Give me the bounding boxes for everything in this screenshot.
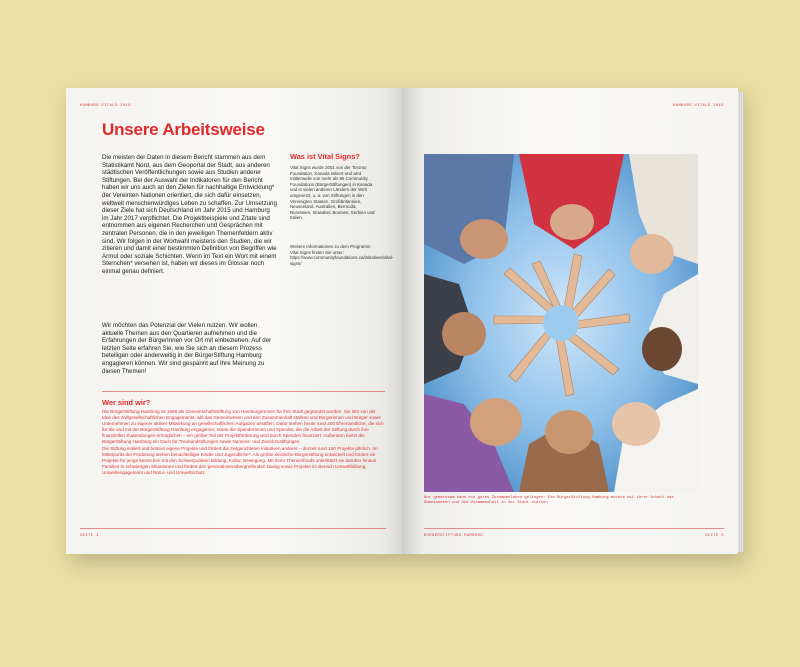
wer-sind-wir-paragraph-2: Die Stiftung initiiert und betreut eigene Projekte und fördert die zielgerichteten Initiativen anderer – derzeit rund 150 Projekte jährlich. Im Mittelpunkt der Förderung stehen benachteiligte Kinder und Jugendliche*. Als größte deutsche Bürgerstiftung entwickelt und fördert sie Projekte für junge Menschen mit den Schwerpunkten Bildung, Kultur, Bewegung. Mit ihren Themenfonds unterstützt sie darüber hinaus Familien in schwierigen Situationen und fördert den generationenübergreifenden Dialog sowie Projekte im Bereich Umweltbildung, Umweltengagement und Natur- und Umweltschutz.	[102, 445, 378, 475]
footer-rule-right	[424, 528, 724, 529]
footer-organisation: BÜRGERSTIFTUNG HAMBURG	[424, 534, 483, 538]
sky-center	[543, 305, 579, 341]
section-divider	[102, 391, 385, 392]
group-photo-illustration	[424, 154, 698, 492]
sidebar-heading: Was ist Vital Signs?	[290, 152, 360, 161]
page-number-right: SEITE 5	[705, 534, 724, 538]
group-photo	[424, 154, 698, 492]
running-head-right: HAMBURG VITALS 2019	[673, 104, 724, 108]
wer-sind-wir-text	[102, 409, 385, 476]
intro-paragraph-1: Die meisten der Daten in diesem Bericht stammen aus dem Statistikamt Nord, aus dem Geoportal der Stadt, aus anderen städtischen Veröffentlichungen sowie aus Studien anderer Stiftungen. Bei der Auswahl der Indikatoren für den Bericht haben wir uns auch an den Zielen für nachhaltige Entwicklung* der Vereinten Nationen orientiert, die sich dafür einsetzen, weltweit menschenwürdiges Leben zu schaffen. Zur Umsetzung dieser Ziele hat sich Deutschland im Jahr 2015 und Hamburg im Jahr 2017 verpflichtet. Die Projektbeispiele und Zitate sind entnommen aus eigenen Recherchen und Gesprächen mit zentralen Personen, die in den jeweiligen Themenfeldern aktiv sind. Wir folgen in der Wortwahl meistens den Studien, die wir zitieren und damit einer bestimmten Definition von Begriffen wie Armut oder soziale Schichten. Wenn im Text ein Wort mit einem Sternchen* versehen ist, haben wir dieses im Glossar noch einmal genau definiert.	[102, 154, 277, 275]
page-number-left: SEITE 4	[80, 534, 99, 538]
brochure-spread	[66, 88, 738, 554]
photo-caption: Nur gemeinsam kann ein gutes Zusammenleben gelingen: Die BürgerStiftung Hamburg möchte mit ihrer Arbeit das Gemeinwesen und den Zusammenhalt in der Stadt stärken	[424, 496, 674, 506]
left-page	[66, 88, 402, 554]
wer-sind-wir-heading: Wer sind wir?	[102, 398, 151, 407]
running-head-left: HAMBURG VITALS 2019	[80, 104, 131, 108]
footer-rule-left	[80, 528, 386, 529]
page-title: Unsere Arbeitsweise	[102, 120, 265, 139]
intro-paragraph-2: Wir möchten das Potenzial der Vielen nutzen. Wir wollen aktuelle Themen aus den Quartieren aufnehmen und die Erfahrungen der BürgerInnen vor Ort mit einbeziehen. Auf der letzten Seite erfahren Sie, wie Sie sich an diesem Prozess beteiligen oder anderweitig in der BürgerStiftung Hamburg engagieren können. Wir sind gespannt auf Ihre Meinung zu diesen Themen!	[102, 322, 272, 375]
sidebar-paragraph-2: Weitere Informationen zu dem Programm Vital Signs finden Sie unter: https://www.communityfoundations.ca/initiatives/vital-signs/	[290, 244, 394, 266]
page-edges	[738, 92, 744, 552]
sidebar-paragraph-1: Vital Signs wurde 2001 von der Toronto Foundation, Kanada initiiert und wird mittlerweile von mehr als 85 Community Foundations (BürgerStiftungen) in Kanada und in vielen anderen Ländern der Welt umgesetzt, u. a. von Stiftungen in den Vereinigten Staaten, Großbritannien, Neuseeland, Australien, Bermuda, Rumänien, Slowakei, Bosnien, Serbien und Italien.	[290, 165, 375, 221]
wer-sind-wir-paragraph-1: Die BürgerStiftung Hamburg ist 1999 als Gemeinschaftsstiftung von HamburgerInnen für ihre Stadt gegründet worden. Sie lebt von der Idee des zivilgesellschaftlichen Engagements, will das Gemeinwesen und den Zusammenhalt stärken und Bürgerinnen und Bürger sowie Unternehmen zu eigener aktiver Mitwirkung an gesellschaftlichen Aufgaben anstiften. Dafür stehen heute rund 400 Ehrenamtliche, die sich für die und mit der BürgerStiftung Hamburg engagieren, sowie die SpenderInnen und Spender, die die Arbeit der Stiftung durch ihre finanziellen Zuwendungen ermöglichen – ein großer Teil der Projektförderung wird durch Spenden finanziert. Außerdem bietet die BürgerStiftung Hamburg ein Dach für Treuhandstiftungen sowie Namens- und Zweckzustiftungen.	[102, 409, 384, 445]
